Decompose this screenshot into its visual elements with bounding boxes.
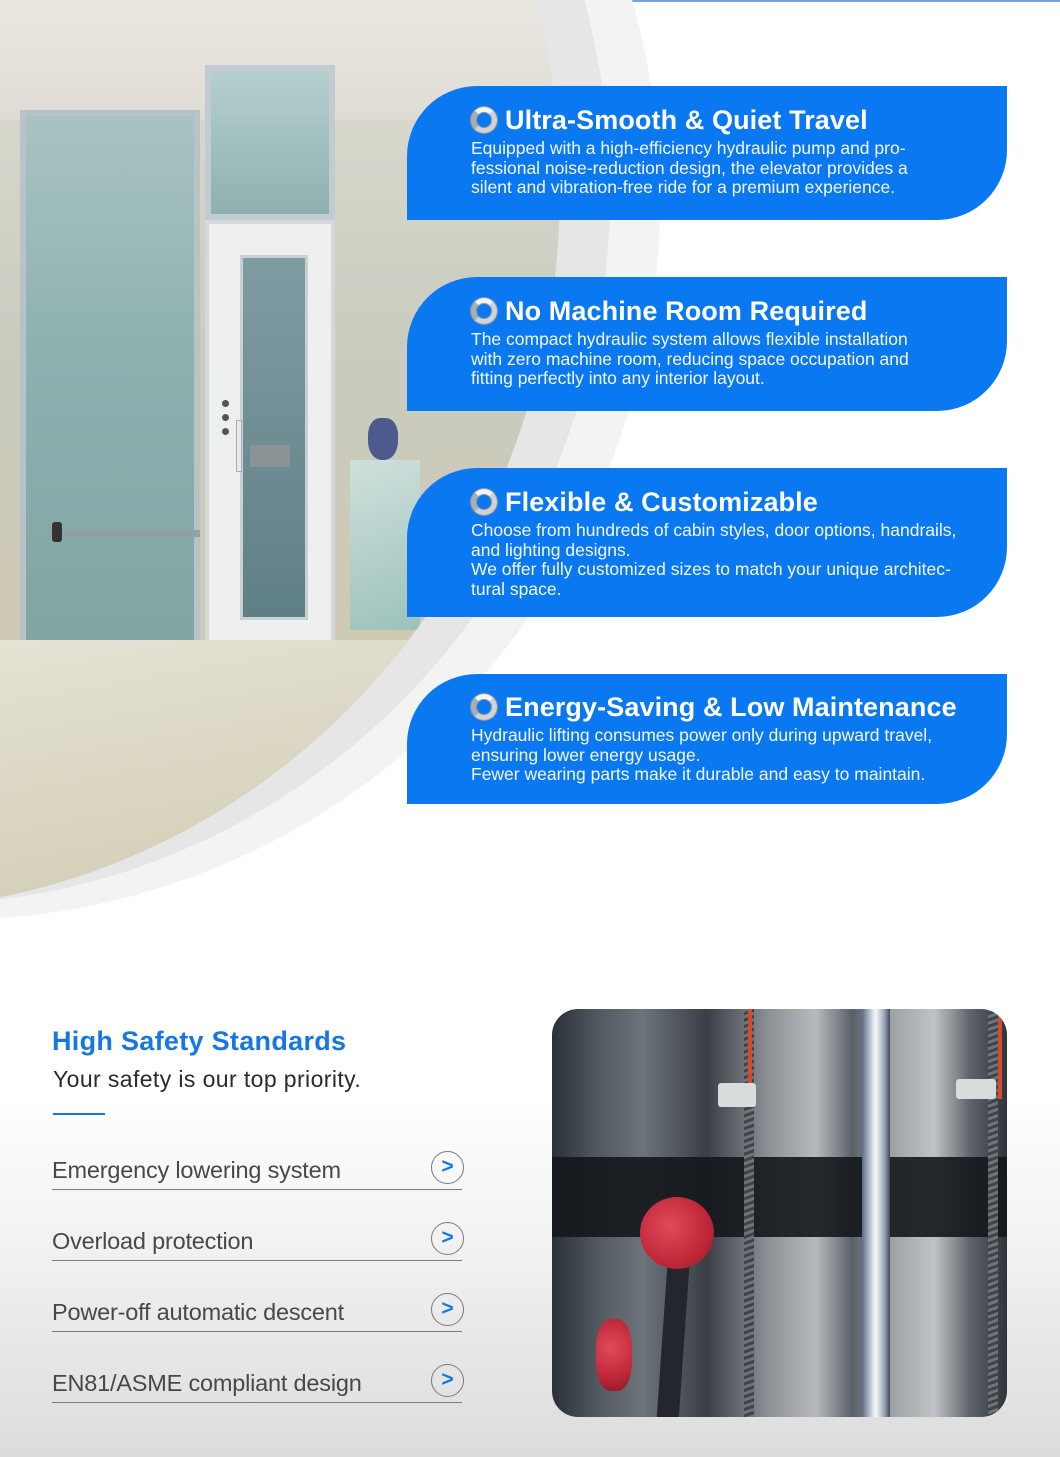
door-plate xyxy=(250,445,290,467)
handrail-knob xyxy=(52,522,62,542)
safety-item-overload-protection[interactable] xyxy=(52,1219,462,1261)
red-strip xyxy=(998,1009,1002,1099)
feature-line: Fewer wearing parts make it durable and easy to maintain. xyxy=(471,764,926,784)
feature-line: ensuring lower energy usage. xyxy=(471,744,701,765)
safety-item-label: Power-off automatic descent xyxy=(52,1299,344,1325)
feature-line: Choose from hundreds of cabin styles, door options, handrails, xyxy=(471,520,957,540)
feature-line: tural space. xyxy=(471,578,562,599)
feature-line: We offer fully customized sizes to match your unique architec- xyxy=(471,559,951,579)
feature-card-quiet-travel xyxy=(407,86,1007,220)
chevron-right-icon[interactable]: > xyxy=(431,1293,464,1326)
safety-item-emergency-lowering[interactable] xyxy=(52,1148,462,1190)
crossbeam xyxy=(552,1157,1007,1237)
chevron-right-icon[interactable]: > xyxy=(431,1364,464,1397)
feature-line: The compact hydraulic system allows flexible installation xyxy=(471,329,908,349)
safety-item-label: Overload protection xyxy=(52,1228,254,1254)
title-underline xyxy=(53,1113,105,1115)
handrail xyxy=(50,530,200,537)
safety-item-label: EN81/ASME compliant design xyxy=(52,1370,362,1396)
feature-title: Energy-Saving & Low Maintenance xyxy=(505,692,957,722)
section-title: High Safety Standards xyxy=(52,1026,347,1056)
feature-line: Equipped with a high-efficiency hydraulic pump and pro- xyxy=(471,138,906,158)
steel-cable xyxy=(988,1009,998,1417)
ring-icon xyxy=(471,489,497,515)
ring-icon xyxy=(471,107,497,133)
safety-item-label: Emergency lowering system xyxy=(52,1157,341,1183)
feature-description xyxy=(471,726,991,785)
feature-card-energy-saving xyxy=(407,674,1007,804)
feature-title: Flexible & Customizable xyxy=(505,487,818,517)
feature-title: No Machine Room Required xyxy=(505,296,868,326)
chevron-right-icon[interactable]: > xyxy=(431,1151,464,1184)
elevator-door-glass xyxy=(240,255,308,620)
feature-line: Hydraulic lifting consumes power only during upward travel, xyxy=(471,725,933,745)
feature-description xyxy=(471,139,991,198)
feature-description xyxy=(471,330,991,389)
shaft-top-glass xyxy=(205,65,335,220)
ring-icon xyxy=(471,298,497,324)
feature-card-customizable xyxy=(407,468,1007,617)
cable-clamp xyxy=(718,1083,756,1107)
cable-clamp xyxy=(956,1079,996,1099)
safety-item-power-off-descent[interactable] xyxy=(52,1290,462,1332)
safety-mechanism-photo xyxy=(552,1009,1007,1417)
section-subtitle: Your safety is our top priority. xyxy=(53,1066,362,1092)
ring-icon xyxy=(471,694,497,720)
feature-line: fessional noise-reduction design, the elevator provides a xyxy=(471,157,908,178)
feature-description xyxy=(471,521,991,599)
chrome-guide-rod xyxy=(862,1009,890,1417)
chevron-right-icon[interactable]: > xyxy=(431,1222,464,1255)
red-roller xyxy=(596,1319,632,1391)
shaft-glass-panel xyxy=(20,110,200,670)
feature-line: with zero machine room, reducing space occupation and xyxy=(471,348,909,369)
feature-line: and lighting designs. xyxy=(471,539,631,560)
feature-line: silent and vibration-free ride for a premium experience. xyxy=(471,177,896,197)
red-roller xyxy=(640,1197,714,1269)
safety-item-compliance[interactable] xyxy=(52,1361,462,1403)
door-handle xyxy=(236,420,242,472)
vase xyxy=(368,418,398,460)
feature-line: fitting perfectly into any interior layout. xyxy=(471,368,765,388)
feature-card-no-machine-room xyxy=(407,277,1007,411)
call-buttons xyxy=(222,400,232,460)
feature-title: Ultra-Smooth & Quiet Travel xyxy=(505,105,868,135)
